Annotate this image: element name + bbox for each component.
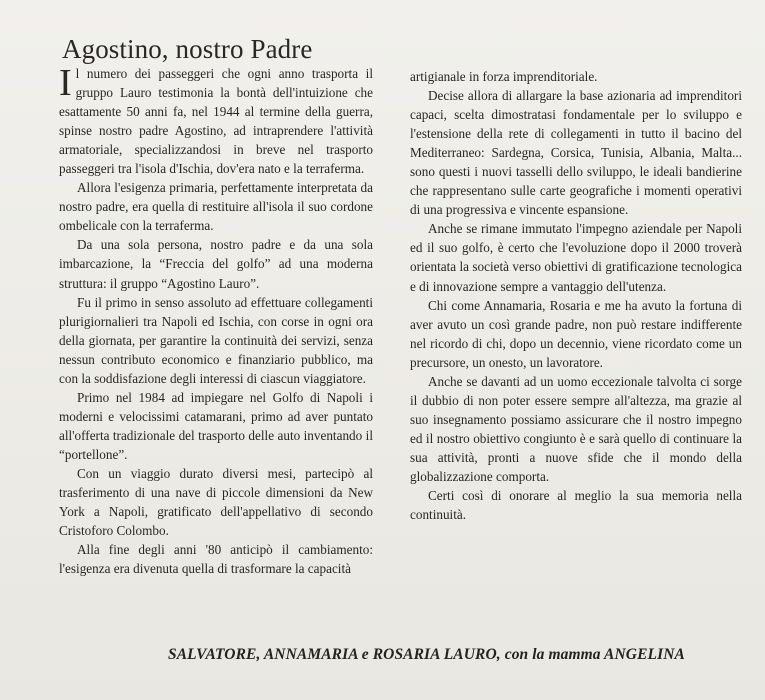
paragraph bbox=[59, 64, 373, 178]
signature: SALVATORE, ANNAMARIA e ROSARIA LAURO, con la mamma ANGELINA bbox=[168, 646, 685, 663]
paragraph: Decise allora di allargare la base azionaria ad imprenditori capaci, scelta dimostratasi fondamentale per lo sviluppo e l'estensione della rete di collegamenti in tutto il bacino del Mediterraneo: Sardegna, Corsica, Tunisia, Albania, Malta... sono questi i nuovi tasselli dello sviluppo, le ideali bandierine che rappresentano sulle carte geografiche i momenti operativi di una progressiva e vincente espansione. bbox=[410, 88, 742, 218]
paragraph-text: l numero dei passeggeri che ogni anno trasporta il gruppo Lauro testimonia la bontà dell'intuizione che esattamente 50 anni fa, nel 1944 al termine della guerra, spinse nostro padre Agostino, ad intraprendere l'attività armatoriale, specializzandosi in breve nel trasporto passeggeri tra l'isola d'Ischia, dov'era nato e la terraferma. bbox=[59, 66, 373, 177]
page-title: Agostino, nostro Padre bbox=[62, 34, 313, 65]
paragraph: Alla fine degli anni '80 anticipò il cambiamento: l'esigenza era divenuta quella di trasformare la capacità bbox=[59, 542, 373, 577]
paragraph: Certi così di onorare al meglio la sua memoria nella continuità. bbox=[410, 488, 742, 523]
paragraph: Fu il primo in senso assoluto ad effettuare collegamenti plurigiornalieri tra Napoli ed Ischia, con corse in ogni ora della giornata, per garantire la continuità dei servizi, senza nessun contributo economico e finanziario pubblico, ma con la soddisfazione degli interessi di ciascun viaggiatore. bbox=[59, 294, 373, 386]
paragraph: Da una sola persona, nostro padre e da una sola imbarcazione, la “Freccia del golfo” ad una moderna struttura: il gruppo “Agostino Lauro”. bbox=[59, 237, 373, 291]
paragraph: Allora l'esigenza primaria, perfettamente interpretata da nostro padre, era quella di restituire all'isola il suo cordone ombelicale con la terraferma. bbox=[59, 180, 373, 234]
paragraph: Con un viaggio durato diversi mesi, partecipò al trasferimento di una nave di piccole dimensioni da New York a Napoli, gratificato dell'appellativo di secondo Cristoforo Colombo. bbox=[59, 465, 373, 539]
paragraph: Primo nel 1984 ad impiegare nel Golfo di Napoli i moderni e velocissimi catamarani, primo ad aver puntato all'offerta tradizionale del trasporto delle auto inventando il “portellone”. bbox=[59, 389, 373, 462]
paragraph: artigianale in forza imprenditoriale. bbox=[410, 69, 598, 84]
paragraph: Anche se rimane immutato l'impegno aziendale per Napoli ed il suo golfo, è certo che l'evoluzione dopo il 2000 troverà orientata la società verso obiettivi di gratificazione tecnologica e di innovazione sempre a vantaggio dell'utenza. bbox=[410, 221, 742, 294]
left-column bbox=[59, 64, 373, 578]
right-column bbox=[410, 67, 742, 524]
paragraph: Anche se davanti ad un uomo eccezionale talvolta ci sorge il dubbio di non poter essere sempre all'altezza, ma grazie al suo insegnamento possiamo assicurare che il nostro impegno ed il nostro obiettivo congiunto è e sarà quello di continuare la sua attività, pronti a nuove sfide che il mondo della globalizzazione comporta. bbox=[410, 373, 742, 484]
drop-cap: I bbox=[59, 62, 72, 104]
paragraph: Chi come Annamaria, Rosaria e me ha avuto la fortuna di aver avuto un così grande padre, non può restare indifferente nel ricordo di chi, dopo un decennio, viene ricordato come un precursore, un onesto, un lavoratore. bbox=[410, 297, 742, 370]
